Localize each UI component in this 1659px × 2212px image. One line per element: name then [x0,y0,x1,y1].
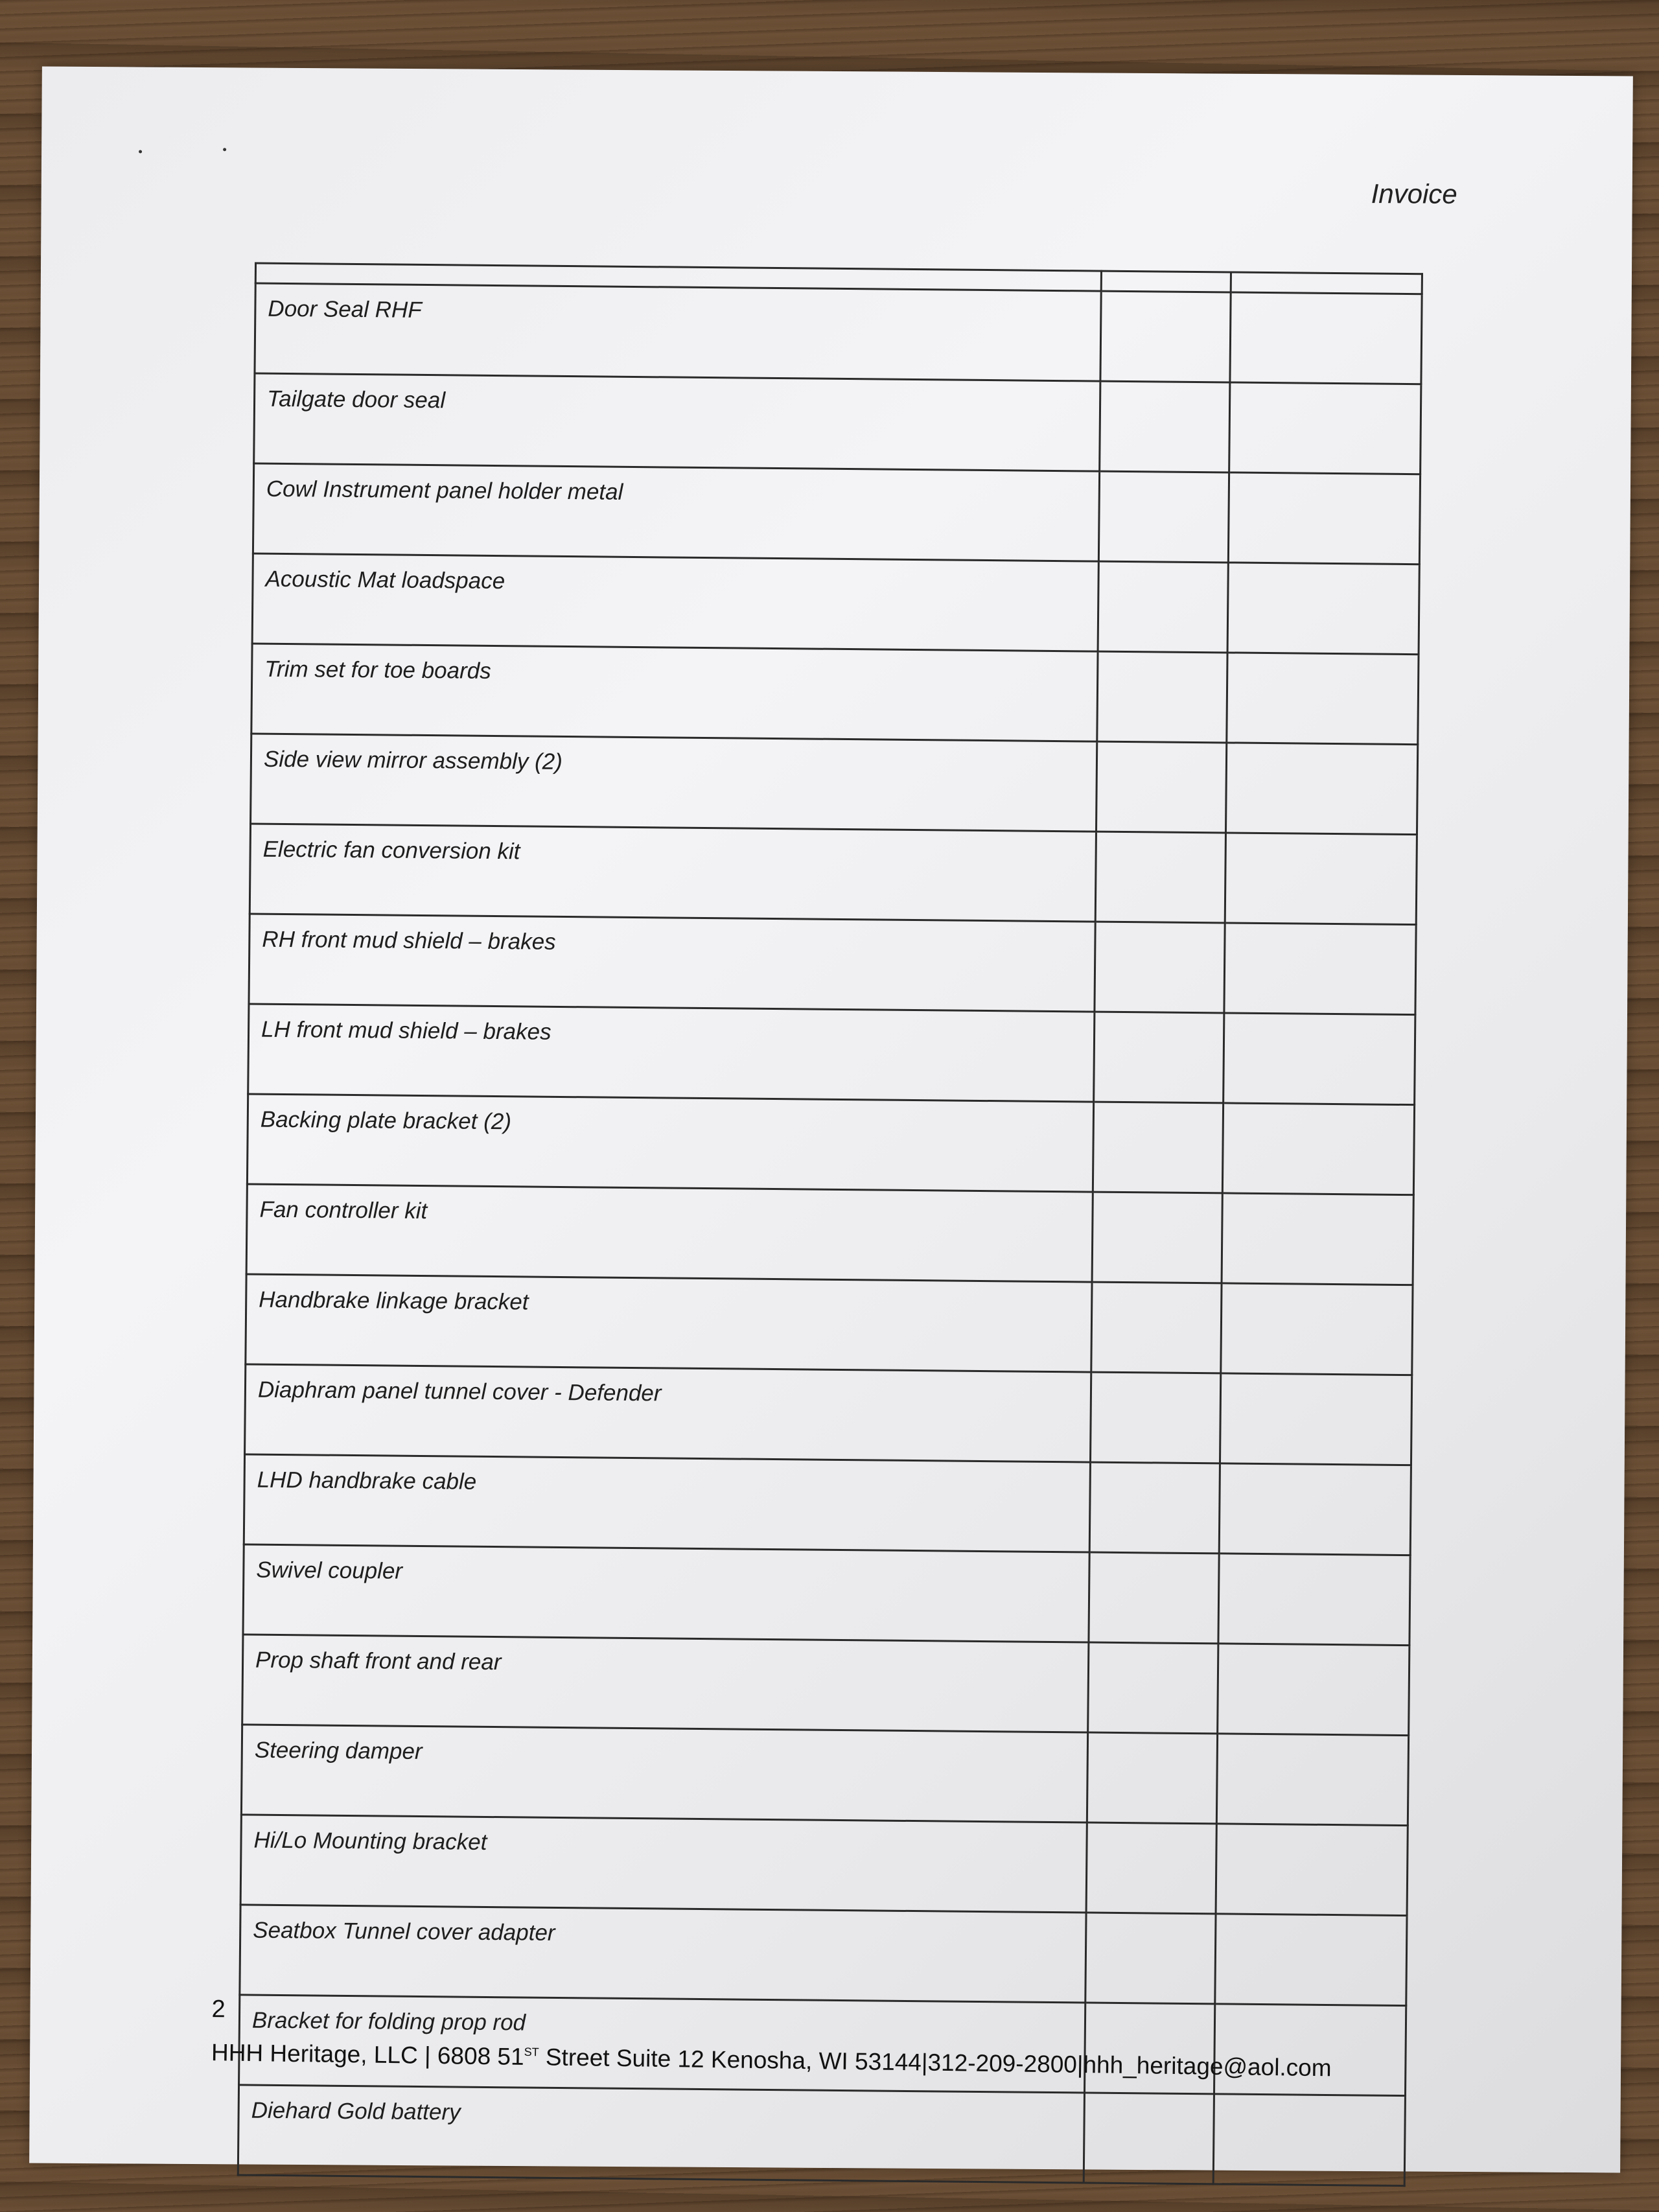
page-title: Invoice [1371,178,1457,209]
item-cell-3 [1216,1734,1408,1826]
item-cell-3 [1222,1103,1414,1195]
item-description: Door Seal RHF [255,283,1101,381]
item-cell-2 [1086,1822,1216,1914]
item-cell-2 [1088,1642,1218,1734]
item-cell-2 [1084,2003,1214,2094]
item-description: Fan controller kit [246,1184,1093,1282]
footer-company: HHH Heritage, LLC | 6808 51 [211,2039,524,2070]
item-cell-3 [1227,563,1419,655]
table-row [252,553,1419,655]
item-cell-3 [1216,1824,1408,1916]
printer-dot [139,150,142,153]
item-cell-3 [1218,1554,1410,1646]
item-cell-3 [1224,923,1416,1015]
item-description: Steering damper [241,1725,1087,1822]
item-cell-2 [1095,922,1225,1013]
item-cell-3 [1228,472,1420,565]
item-description: Side view mirror assembly (2) [251,734,1097,832]
item-cell-2 [1085,1913,1216,2004]
item-description: LH front mud shield – brakes [248,1004,1095,1102]
table-row [240,1905,1407,2006]
item-cell-2 [1091,1282,1222,1373]
item-description: Swivel coupler [243,1544,1089,1642]
item-description: Diaphram panel tunnel cover - Defender [245,1364,1091,1462]
item-cell-2 [1098,471,1229,563]
table-row [251,644,1419,745]
header-cell [1101,271,1231,292]
table-row [238,2085,1405,2186]
item-cell-3 [1225,743,1417,835]
table-row [247,1094,1414,1195]
item-cell-3 [1218,1644,1410,1736]
item-cell-3 [1221,1283,1413,1375]
item-cell-2 [1100,291,1231,382]
table-row [248,1004,1415,1105]
item-description: Diehard Gold battery [238,2085,1084,2183]
item-description: Hi/Lo Mounting bracket [240,1815,1087,1913]
item-description: Cowl Instrument panel holder metal [253,463,1099,561]
item-cell-2 [1090,1372,1220,1463]
item-cell-2 [1084,2093,1214,2184]
item-description: Prop shaft front and rear [242,1635,1089,1732]
item-cell-3 [1224,1013,1415,1105]
item-cell-3 [1222,1193,1413,1285]
item-cell-2 [1093,1102,1223,1193]
header-cell [1231,272,1422,294]
item-description: Bracket for folding prop rod [239,1995,1085,2093]
item-cell-3 [1220,1373,1411,1465]
item-description: Trim set for toe boards [251,644,1098,741]
item-description: LHD handbrake cable [244,1454,1090,1552]
item-cell-3 [1214,2004,1406,2096]
item-description: Backing plate bracket (2) [247,1094,1093,1192]
item-cell-2 [1097,651,1227,743]
table-row [246,1184,1413,1285]
table-row [253,463,1420,565]
table-row [245,1364,1412,1465]
table-row [255,283,1422,384]
items-table [237,262,1423,2187]
item-description: Seatbox Tunnel cover adapter [240,1905,1086,2003]
item-cell-2 [1092,1192,1222,1283]
table-row [243,1544,1410,1646]
item-cell-3 [1227,653,1419,745]
item-cell-3 [1219,1463,1411,1555]
item-cell-2 [1094,1012,1224,1103]
invoice-page [29,67,1633,2173]
page-number: 2 [211,1996,226,2023]
item-cell-3 [1230,292,1422,384]
printer-dot [223,148,226,151]
item-cell-2 [1095,832,1225,923]
item-cell-2 [1098,561,1228,653]
table-row [249,824,1417,925]
item-cell-2 [1089,1462,1220,1554]
item-description: Tailgate door seal [254,373,1100,471]
item-cell-3 [1213,2094,1405,2186]
item-cell-2 [1089,1552,1219,1644]
table-row [254,373,1421,474]
table-row [242,1635,1410,1736]
item-description: Acoustic Mat loadspace [252,553,1098,651]
table-row [249,914,1416,1015]
footer-ordinal: ST [524,2045,539,2059]
footer-address: Street Suite 12 Kenosha, WI 53144|312-209-2800|hhh_heritage@aol.com [539,2043,1332,2082]
table-row [240,1815,1408,1916]
item-cell-2 [1096,741,1226,833]
table-row [241,1725,1408,1826]
table-row [246,1274,1413,1375]
item-cell-2 [1087,1732,1217,1824]
item-cell-3 [1229,382,1421,474]
item-description: Handbrake linkage bracket [246,1274,1092,1372]
item-cell-3 [1215,1914,1407,2006]
item-cell-2 [1100,381,1230,472]
table-row [251,734,1418,835]
item-description: Electric fan conversion kit [249,824,1096,922]
table-row [244,1454,1411,1555]
item-cell-3 [1225,833,1417,925]
item-description: RH front mud shield – brakes [249,914,1095,1012]
